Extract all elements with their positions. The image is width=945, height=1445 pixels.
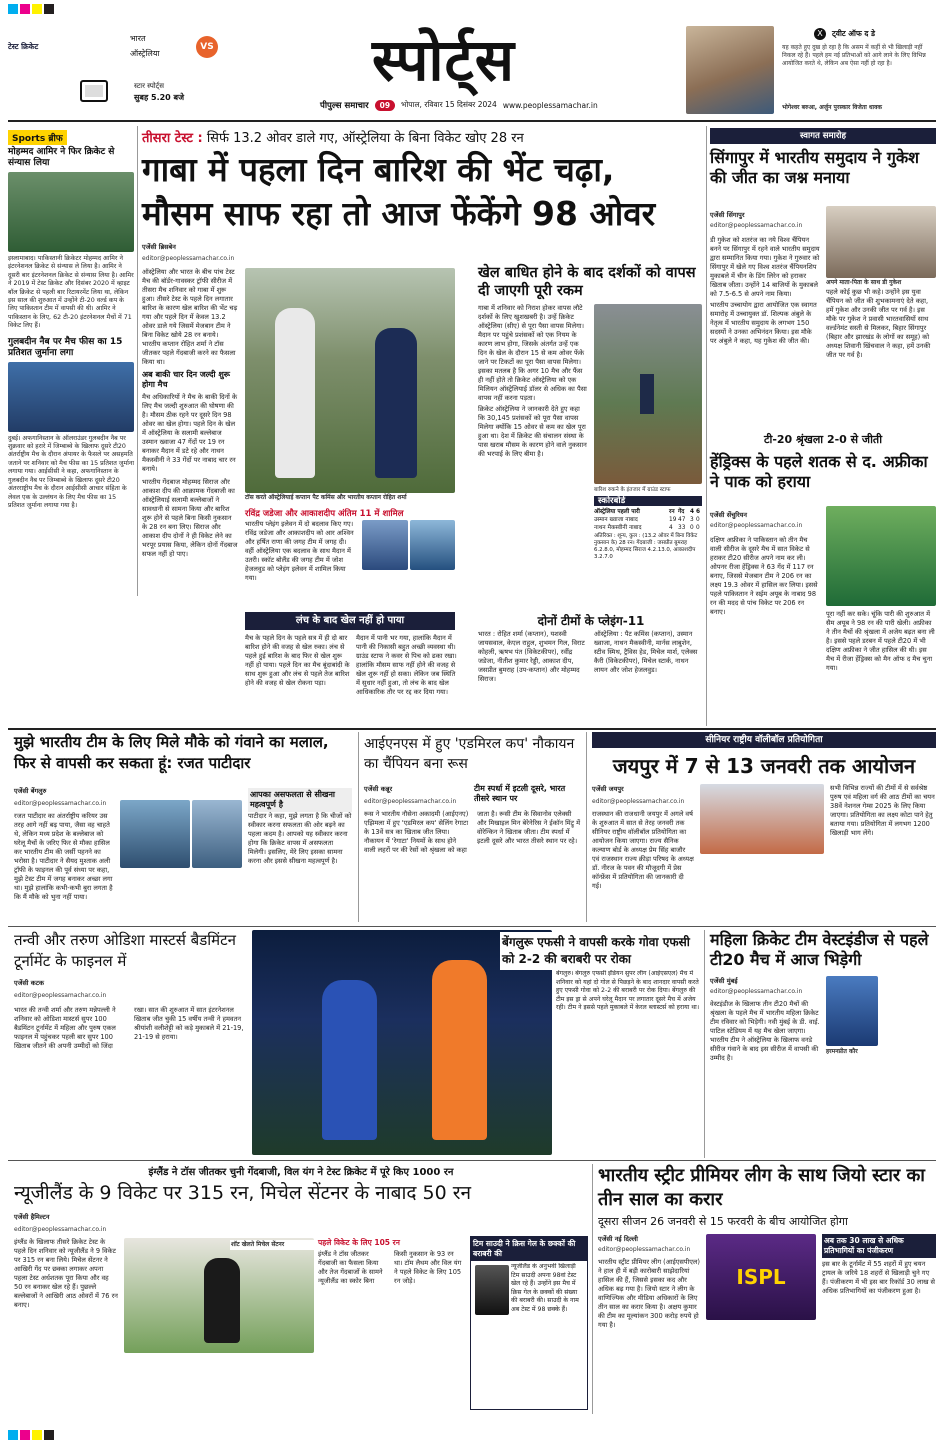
brief-label: Sports ब्रीफ — [8, 130, 67, 145]
toss-photo — [245, 268, 455, 493]
amir-photo — [8, 172, 134, 252]
badminton-email: editor@peoplessamachar.co.in — [14, 992, 107, 999]
test-cricket-label: टेस्ट क्रिकेट — [8, 42, 39, 51]
lead-strap-text: सिर्फ 13.2 ओवर डाले गए, ऑस्ट्रेलिया के बिना विकेट खोए 28 रन — [206, 131, 524, 146]
lead-agency: एजेंसी ब्रिसबेन — [142, 243, 176, 251]
team2: ऑस्ट्रेलिया — [130, 49, 160, 58]
admiral-body: रूस ने भारतीय नौसेना अकादमी (आईएनए) एझिमला में हुए 'एडमिरल कप' सेलिंग रेगाटा के 13वें सत्र का खिताब जीत लिया। नौकायन में 'रेगाटा' नियमों के साथ होने वाली लहरों पर की रेसों को श्रृंखला को कहा जाता है। रूसी टीम के सिवानोव एलेक्सी और मिखाइल मिन बेरेनेरिस ने ईकाॅन मिंट्रू में वोरेन्किन ने खिताब जीता। टीम स्पर्धा में इटली दूसरे और भारत तीसरे स्थान पर रहे। — [364, 810, 581, 854]
row4-divider — [592, 1164, 593, 1414]
southee-box — [470, 1236, 588, 1410]
patidar-body-2: पाटीदार ने कहा, मुझे लगता है कि चीजों को स्वीकार करना सफलता की ओर बढ़ने का पहला कदम है। आपको यह स्वीकार करना होगा कि क्रिकेट वापस में असफलता मिलेगी। इसलिए, मेरे लिए इसका सामना करना और इससे सीखना महत्वपूर्ण है। — [248, 812, 352, 865]
gukesh-caption: अपने माता-पिता के साथ डी गुकेश — [826, 279, 902, 286]
batter-name: नाथन मैकस्वीनी नाबाद — [594, 525, 642, 531]
patidar-photo — [120, 800, 190, 868]
rain-photo — [594, 304, 702, 484]
isl-headline: बेंगलुरू एफसी ने वापसी करके गोवा एफसी को 2-2 की बराबरी पर रोका — [500, 932, 700, 970]
t20-body-2: पूरा नहीं कर सके। चूंकि पारी की शुरुआत में सैम अयूब ने 98 रन की पारी खेली। अफ्रीका ने तीन मैचों की श्रृंखला में अजेय बढ़त बना ली है। इससे पहले डरबन में पहले टी20 में भी दक्षिण अफ्रीका ने जीत हासिल की थी। इस मैच में रीजा हेंड्रिक्स को मैन ऑफ द मैच चुना गया। — [826, 610, 935, 672]
tweet-text: यह कहते हुए दुख हो रहा है कि असम में कहीं से भी खिलाड़ी नहीं निकल रहे हैं। पहले हम नई प्रतिभाओं को आगे लाने के लिए विभिन्न आयोजित करते थे, लेकिन अब ऐसा नहीं हो रहा है। — [782, 44, 926, 67]
women-caption: हरमनप्रीत कौर — [826, 1048, 858, 1055]
gukesh-body — [710, 236, 820, 426]
xi-title: दोनों टीमों के प्लेइंग-11 — [537, 614, 645, 628]
lead-body-4: भारतीय प्लेइंग इलेवन में दो बदलाव किए गए। रविंद्र जडेजा और आकाशदीप को आर अश्विन और हर्षित राणा की जगह टीम में जगह दी। वहीं ऑस्ट्रेलिया एक बदलाव के साथ मैदान में उतरी। स्कॉट बोलैंड की जगह टीम में जोश हेजलवुड को प्लेइंग इलेवन में शामिल किया गया। — [245, 520, 354, 582]
sixes: 0 — [696, 517, 700, 523]
admiral-agency: एजेंसी कन्नूर — [364, 785, 393, 793]
ispl-body-2 — [706, 1324, 816, 1412]
scoreboard-extras: अतिरिक्त : शून्य, कुल : (13.2 ओवर में बिना विकेट नुकसान के) 28 रन। गेंदबाजी : जसप्रीत बुमराह 6.2.8.0, मोहम्मद सिराज 4.2.13.0, आकाशदीप 3.2.7.0 — [594, 533, 698, 560]
gukesh-kicker-text: स्वागत समारोह — [799, 131, 847, 141]
lead-kicker: तीसरा टेस्ट : — [142, 131, 203, 146]
ispl-logo-text: ISPL — [736, 1265, 786, 1289]
runs: 19 — [669, 517, 677, 523]
row3-divider — [704, 930, 705, 1158]
gukesh-kicker — [710, 128, 936, 144]
volleyball-email: editor@peoplessamachar.co.in — [592, 798, 685, 805]
xi-india: भारत : रोहित शर्मा (कप्तान), यशस्वी जायसवाल, केएल राहुल, शुभमन गिल, विराट कोहली, ऋषभ पंत (विकेटकीपर), रवींद्र जडेजा, नीतीश कुमार रेड्डी, आकाश दीप, जसप्रीत बुमराह (उप-कप्तान) और मोहम्मद सिराज। — [478, 630, 585, 683]
gukesh-email: editor@peoplessamachar.co.in — [710, 222, 803, 229]
volleyball-headline: जयपुर में 7 से 13 जनवरी तक आयोजन — [612, 754, 916, 778]
nz-headline: न्यूजीलैंड के 9 विकेट पर 315 रन, मिचेल सेंटनर के नाबाद 50 रन — [14, 1182, 472, 1204]
table-row — [594, 524, 702, 532]
x-icon: X — [814, 28, 826, 40]
balls: 47 — [678, 517, 686, 523]
refund-body-2: क्रिकेट ऑस्ट्रेलिया ने जानकारी देते हुए कहा कि 30,145 प्रशंसकों को पूरा पैसा वापस मिलेगा क्योंकि 15 ओवर से कम का खेल पूरा हुआ था। देश में क्रिकेट की संचालन संस्था के पास खराब मौसम के कारण होने वाले नुकसान की भरपाई के लिए बीमा है। — [478, 405, 587, 458]
hendricks-photo — [826, 506, 936, 606]
color-registration-top — [8, 4, 54, 14]
santner-photo — [124, 1238, 314, 1353]
harmanpreet-photo — [826, 976, 878, 1046]
masthead-title: स्पोर्ट्स — [372, 26, 515, 94]
col-fours: 4 — [690, 509, 695, 515]
volleyball-photo — [700, 784, 824, 854]
row2-divider-2 — [586, 732, 587, 922]
refund-body — [478, 304, 588, 574]
match-time: सुबह 5.20 बजे — [134, 93, 185, 102]
col-balls: गेंद — [678, 509, 685, 515]
gukesh-body-3: पहले कोई कुछ भी कहे। उन्होंने इस युवा चैंपियन को जीत की शुभकामनाएं देते कहा, हमें गुकेश और उनकी जीत पर गर्व है। इस मौके पर गुकेश ने प्रवासी भारतवासियों साथ वर्ल्डनेमंट सस्ती से मिलकर, बिहार सिंगापुर (बिहार और झारखंड के लोगों का समूह) को अध्यक्ष शिवानी खिंचवाल ने कहा, हमें उनकी जीत पर गर्व है। — [826, 288, 931, 359]
masthead-line — [320, 96, 665, 114]
gukesh-photo — [826, 206, 936, 278]
sixes: 0 — [696, 525, 700, 531]
col-runs: रन — [669, 509, 675, 515]
volleyball-body: राजस्थान की राजधानी जयपुर में अगले वर्ष के शुरुआत में सात से तेरह जनवरी तक सीनियर राष्ट्रीय वॉलीबॉल प्रतियोगिता का आयोजन किया जाएगा। राज्य सैनिक कल्याण बोर्ड के अध्यक्ष प्रेम सिंह बाजौर एवं राजस्थान राज्य क्रीड़ा परिषद के अध्यक्ष डॉ. नीरज के पवन की मौजूदगी में प्रेस कॉन्फ्रेंस में प्रतियोगिता की जानकारी दी गई। — [592, 810, 694, 890]
lead-body-6: मैदान में पानी भर गया, हालांकि मैदान में पानी की निकासी बहुत अच्छी व्यवस्था थी। ग्राउंड स्टाफ ने कवर से पिच को ढका रखा। हालांकि मौसम साफ नहीं होने की वजह से खेल शुरू नहीं हो सका। लेकिन जब स्थिति में सुधार नहीं हुआ, तो लंच के बाद खेल आधिकारिक तौर पर रद्द कर दिया गया। — [356, 634, 457, 696]
t20-body: दक्षिण अफ्रीका ने पाकिस्तान को तीन मैच वाली सीरीज के दूसरे मैच में सात विकेट से हराकर टी20 सीरीज अपने नाम कर ली। ओपनर रीजा हेंड्रिक्स ने 63 गेंद में 117 रन बनाए, जिससे मेजबान टीम ने 206 रन का लक्ष्य 19.3 ओवर में हासिल कर लिया। इससे पहले पाकिस्तान ने सईम अयूब के नाबाद 98 रन की मदद से पांच विकेट पर 206 रन बनाए। — [710, 536, 818, 616]
patidar-body: रजत पाटीदार का अंतर्राष्ट्रीय करियर उस तरह आगे नहीं बढ़ पाया, जैसा वह चाहते थे, लेकिन मध्य प्रदेश के बल्लेबाज को घरेलू मैचों के जरिए फिर से मौका हासिल कर भारतीय टीम की जर्सी पहनने का भरोसा है। पाटीदार ने सैयद मुश्ताक अली ट्रॉफी के फाइनल की पूर्व संध्या पर कहा, मुझे टेस्ट टीम में जगह बनाकर अच्छा लगा था। मुझे हालांकि कभी-कभी बुरा लगता है कि मैं मौके को भुना नहीं पाया। — [14, 812, 113, 901]
patidar-headline: मुझे भारतीय टीम के लिए मिले मौके को गंवाने का मलाल, फिर से वापसी कर सकता हूं: रजत पाटीदार — [14, 733, 329, 772]
gukesh-body-2: भारतीय उच्चायोग द्वारा आयोजित एक स्वागत समारोह में उच्चायुक्त डॉ. शिल्पक अंबुले के नेतृत्व में भारतीय समुदाय के लगभग 150 सदस्यों ने उनका अभिनंदन किया। इस मौके पर अंबुले ने कहा, यह गुकेश की जीत की। — [710, 301, 817, 345]
jadeja-photo — [362, 520, 408, 570]
badminton-agency: एजेंसी कटक — [14, 979, 45, 987]
table-row — [594, 516, 702, 524]
row2-divider-1 — [358, 732, 359, 922]
xi-australia: ऑस्ट्रेलिया : पैट कमिंस (कप्तान), उस्मान ख्वाजा, नाथन मैकस्वीनी, मार्नस लाबुशेन, स्टीव स्मिथ, ट्रैविस हेड, मिचेल मार्श, एलेक्स कैरी (विकेटकीपर), मिचेल स्टार्क, नाथन लायन और जोश हेजलवुड। — [594, 630, 698, 674]
patidar-photo-2 — [192, 800, 242, 868]
brief-headline-2: गुलबदीन नैब पर मैच फीस का 15 प्रतिशत जुर्माना लगा — [8, 336, 123, 358]
gukesh-agency: एजेंसी सिंगापुर — [710, 211, 745, 219]
ispl-subhead: दूसरा सीजन 26 जनवरी से 15 फरवरी के बीच आयोजित होगा — [598, 1215, 848, 1228]
volleyball-body-2: सभी विभिन्न राज्यों की टीमों में से सर्वश्रेष्ठ पुरुष एवं महिला वर्ग की आठ टीमों का चयन 38वें नेशनल गेम्स 2025 के लिए किया जाएगा। प्रतियोगिता का लक्ष्य कोटा पाने हेतु बताया गया। प्रतियोगिता में लगभग 1200 खिलाड़ी भाग लेंगे। — [830, 784, 935, 837]
lead-headline-2: मौसम साफ रहा तो आज फेंकेंगे 98 ओवर — [142, 194, 656, 233]
dateline: भोपाल, रविवार 15 दिसंबर 2024 — [401, 100, 497, 109]
brief-headline-1: मोहम्मद आमिर ने फिर क्रिकेट से संन्यास लिया — [8, 147, 115, 168]
tweet-box — [686, 26, 936, 116]
color-registration-bottom — [8, 1430, 54, 1440]
t20-email: editor@peoplessamachar.co.in — [710, 522, 803, 529]
ispl-email: editor@peoplessamachar.co.in — [598, 1246, 691, 1253]
masthead-rule — [8, 120, 936, 122]
nz-body-2: इंग्लैंड ने टॉस जीतकर गेंदबाजी का फैसला किया और तेज गेंदबाजों के सामने न्यूजीलैंड का स्कोर बिना किसी नुकसान के 93 रन था। टॉम लैथम और विल यंग ने पहले विकेट के लिए 105 रन जोड़े। — [318, 1250, 462, 1285]
nz-strap: इंग्लैंड ने टॉस जीतकर चुनी गेंदबाजी, विल यंग ने टेस्ट क्रिकेट में पूरे किए 1000 रन — [148, 1167, 454, 1178]
nz-body-3 — [124, 1356, 314, 1410]
volleyball-agency: एजेंसी जयपुर — [592, 785, 624, 793]
admiral-email: editor@peoplessamachar.co.in — [364, 798, 457, 805]
brief-divider — [137, 126, 138, 596]
t20-headline: हेंड्रिक्स के पहले शतक से द. अफ्रीका ने पाक को हराया — [710, 452, 928, 491]
brief-body-1: इस्लामाबाद। पाकिस्तानी क्रिकेटर मोहम्मद आमिर ने इंटरनेशनल क्रिकेट से संन्यास ले लिया है। आमिर ने दूसरी बार इंटरनेशनल क्रिकेट से संन्यास लिया है। आमिर ने 2019 में टेस्ट क्रिकेट और दिसंबर 2020 में व्हाइट बॉल क्रिकेट से पहली बार रिटायरमेंट लिया था, लेकिन इस साल की शुरुआत में उन्होंने टी-20 वर्ल्ड कप के लिए पाकिस्तान टीम में वापसी की थी। आमिर ने पाकिस्तान के लिए, 62 टी-20 इंटरनेशनल मैचों में 71 विकेट लिए हैं। — [8, 255, 134, 330]
akashdeep-photo — [410, 520, 455, 570]
brief-body-2: दुबई। अफगानिस्तान के ऑलराउंडर गुलबदीन नैब पर शुक्रवार को हरारे में जिम्बाब्वे के खिलाफ दूसरे टी20 अंतर्राष्ट्रीय मैच के दौरान अंपायर के फैसले पर असहमति जताने पर शनिवार को मैच फीस का 15 प्रतिशत जुर्माना लगाया गया। आईसीसी ने कहा, अफगानिस्तान के गुलबदीन नैब पर जिम्बाब्वे के खिलाफ दूसरे टी20 अंतरराष्ट्रीय मैच के दौरान आईसीसी आचार संहिता के लेवल एक के उल्लंघन के लिए मैच फीस का 15 प्रतिशत जुर्माना लगाया गया है। — [8, 434, 134, 509]
scoreboard-team: ऑस्ट्रेलिया पहली पारी — [594, 509, 640, 515]
col-sixes: 6 — [696, 509, 701, 515]
women-headline: महिला क्रिकेट टीम वेस्टइंडीज से पहले टी20 मैच में आज भिड़ेगी — [710, 930, 929, 969]
lead-email: editor@peoplessamachar.co.in — [142, 255, 235, 262]
patidar-agency: एजेंसी बेंगलुरु — [14, 787, 47, 795]
gukesh-headline: सिंगापुर में भारतीय समुदाय ने गुकेश की जीत का जश्न मनाया — [710, 148, 920, 187]
vs-badge: VS — [196, 36, 218, 58]
page-number: 09 — [375, 100, 395, 111]
women-email: editor@peoplessamachar.co.in — [710, 988, 803, 995]
nz-agency: एजेंसी हैमिल्टन — [14, 1213, 50, 1221]
gukesh-body-1: डी गुकेश को शतरंज का नये विश्व चैंपियन बनने पर सिंगापुर में रहने वाले भारतीय समुदाय द्वारा सम्मानित किया गया। गुकेश ने गुरुवार को सिंगापुर में खेले गए विश्व शतरंज चैंपियनशिप मुकाबले में चीन के डिंग लिरेन को हराकर खिताब जीता। उन्होंने 14 बाजियों के मुकाबले को 7.5-6.5 से अपने नाम किया। — [710, 236, 820, 298]
lead-body-2: मैच अधिकारियों ने मैच के बाकी दिनों के लिए मैच जल्दी शुरुआत की घोषणा की है। मौसम ठीक रहने पर दूसरे दिन 98 ओवर का खेल होगा। पहले दिन के खेल में ऑस्ट्रेलिया के सलामी बल्लेबाज उस्मान ख्वाजा 47 गेंदों पर 19 रन बनाकर मैदान में डटे रहे और नाथन मैकस्वीनी ने 33 गेंदों पर नाबाद चार रन बनाये। — [142, 393, 238, 473]
row3-rule — [8, 926, 936, 927]
website: www.peoplessamachar.in — [502, 100, 598, 110]
badminton-body: भारत की तन्वी शर्मा और तरुण मन्नेपल्ली ने शनिवार को ओडिशा मास्टर्स सुपर 100 बैडमिंटन टूर्नामेंट में महिला और पुरुष एकल फाइनल में पहुंचकर पहली बार सुपर 100 खिताब जीतने की अपनी उम्मीदों को जिंदा रखा। सात की शुरुआत में सात इंटरनेशनल खिताब जीत चुकी 15 वर्षीय तन्वी ने हमवतन श्रीयांशी वलीशेट्टी को कड़े मुकाबले में 21-19, 21-19 से हराया। — [14, 1006, 244, 1050]
admiral-headline: आईएनएस में हुए 'एडमिरल कप' नौकायन का चैंपियन बना रूस — [364, 736, 575, 772]
lead-headline-1: गाबा में पहला दिन बारिश की भेंट चढ़ा, — [142, 150, 615, 189]
volleyball-kicker — [592, 732, 936, 748]
channel: स्टार स्पोर्ट्स — [134, 82, 164, 90]
tweet-author-photo — [686, 26, 774, 114]
team1: भारत — [130, 34, 146, 43]
santner-caption: शॉट खेलते मिचेल सेंटनर — [230, 1240, 314, 1250]
admiral-subhead: टीम स्पर्धा में इटली दूसरे, भारत तीसरे स्थान पर — [474, 784, 566, 803]
paper-name: पीपुल्स समाचार — [320, 100, 369, 111]
women-agency: एजेंसी मुंबई — [710, 977, 738, 985]
ispl-headline: भारतीय स्ट्रीट प्रीमियर लीग के साथ जियो स्टार का तीन साल का करार — [598, 1165, 925, 1210]
southee-body: न्यूजीलैंड के अनुभवी खिलाड़ी टिम साउदी अपना 98वां टेस्ट खेल रहे हैं। उन्होंने इस मैच में क्रिस गेल के छक्कों की संख्या की बराबरी की। साउदी के नाम अब टेस्ट में 98 छक्के हैं। — [511, 1263, 579, 1313]
ispl-box — [822, 1234, 936, 1412]
rain-photo-caption: बारिश रुकने के इंतजार में ग्राउंड स्टाफ — [594, 487, 671, 493]
toss-photo-caption: टॉस करते ऑस्ट्रेलियाई कप्तान पैट कमिंस और भारतीय कप्तान रोहित शर्मा — [245, 494, 407, 501]
sports-brief — [8, 126, 134, 596]
fours: 0 — [690, 525, 694, 531]
lead-body: ऑस्ट्रेलिया और भारत के बीच पांच टेस्ट मैच की बॉर्डर-गावस्कर ट्रॉफी सीरीज में तीसरा मैच शनिवार को गाबा में शुरू हुआ। तीसरे टेस्ट के पहले दिन लगातार बारिश के कारण खेल बारिश की भेंट चढ़ गया और पहले दिन में केवल 13.2 ओवर डाले गये जिसमें मेजबान टीम ने बिना विकेट खोये 28 रन बनाये। भारतीय कप्तान रोहित शर्मा ने टॉस जीतकर पहले गेंदबाजी करने का फैसला किया था। — [142, 268, 238, 366]
fours: 3 — [690, 517, 694, 523]
isl-body: बेंगलुरु। बेंगलुरु एफसी इंडियन सुपर लीग (आईएसएल) मैच में शनिवार को यहां दो गोल से पिछड़ने के बाद शानदार वापसी करते हुए एफसी गोवा को 2-2 की बराबरी पर रोक दिया। बेंगलुरु की टीम इस ड्रा से अपने घरेलू मैदान पर लगातार दूसरे मैच में अजेय रही। टीम ने इससे पहले मुकाबले में केरल ब्लास्टर्स को हराया था। — [556, 970, 700, 1012]
southee-title: टिम साउदी ने क्रिस गेल के छक्कों की बराबरी की — [471, 1237, 587, 1261]
scoreboard — [594, 496, 702, 608]
lunch-bar-text: लंच के बाद खेल नहीं हो पाया — [295, 615, 405, 626]
row2-rule — [8, 728, 936, 730]
women-body: वेस्टइंडीज के खिलाफ तीन टी20 मैचों की श्रृंखला के पहले मैच में भारतीय महिला क्रिकेट टीम रविवार को भिड़ेगी। नवी मुंबई के डी. वाई. पाटिल स्टेडियम में यह मैच खेला जाएगा। भारतीय टीम ने ऑस्ट्रेलिया के खिलाफ वनडे सीरीज गंवाने के बाद इस सीरीज में वापसी की उम्मीद है। — [710, 1000, 820, 1062]
tweet-label: ट्वीट ऑफ द डे — [832, 29, 875, 38]
scoreboard-title: स्कोरबोर्ड — [594, 496, 702, 506]
nz-subhead: पहले विकेट के लिए 105 रन — [318, 1238, 400, 1247]
balls: 33 — [678, 525, 686, 531]
tweet-author: भोगेश्वर बरुआ, अर्जुन पुरस्कार विजेता धावक — [782, 104, 883, 111]
nz-email: editor@peoplessamachar.co.in — [14, 1226, 107, 1233]
right-column-divider — [706, 126, 707, 726]
nz-body: इंग्लैंड के खिलाफ तीसरे क्रिकेट टेस्ट के पहले दिन शनिवार को न्यूजीलैंड ने 9 विकेट पर 315 रन बना लिये। मिचेल सेंटनर ने आखिरी गेंद पर छक्का लगाकर अपना पहला टेस्ट अर्धशतक पूरा किया और वह 50 रन बनाकर खेल रहे हैं। पुछल्ले बल्लेबाजों ने आखिरी आठ ओवरों में 76 रन बनाए। — [14, 1238, 118, 1309]
lunch-bar — [245, 612, 455, 630]
t20-agency: एजेंसी सेंचुरियन — [710, 511, 747, 519]
lead-strap — [142, 128, 698, 146]
patidar-subhead: आपका असफलता से सीखना महत्वपूर्ण है — [248, 788, 352, 812]
lead-subhead-2: रविंद्र जडेजा और आकाशदीप अंतिम 11 में शामिल — [245, 509, 404, 519]
lead-body-3: भारतीय गेंदबाज मोहम्मद सिराज और आकाश दीप की आक्रामक गेंदबाजी का ऑस्ट्रेलियाई सलामी बल्लेबाजों ने सावधानी से सामना किया और बारिश शुरू होने से पहले बिना किसी नुकसान के 28 रन बना लिए। सिराज और आकाश दीप दोनों ने ही विकेट लेने का भरपूर प्रयास किया, लेकिन दोनों गेंदबाज सफल नहीं हो पाए। — [142, 478, 238, 558]
batter-name: उस्मान ख्वाजा नाबाद — [594, 517, 638, 523]
runs: 4 — [669, 525, 673, 531]
volleyball-kicker-text: सीनियर राष्ट्रीय वॉलीबॉल प्रतियोगिता — [705, 735, 823, 745]
patidar-email: editor@peoplessamachar.co.in — [14, 800, 107, 807]
scoreboard-header — [594, 508, 702, 516]
lead-column-2 — [142, 478, 238, 618]
row4-rule — [8, 1160, 936, 1161]
ispl-box-title: अब तक 30 लाख से अधिक प्रतिभागियों का पंजीकरण — [822, 1234, 936, 1258]
ispl-body: भारतीय स्ट्रीट प्रीमियर लीग (आईएसपीएल) ने हाल ही में बड़ी कारोबारी साझेदारियां हासिल की हैं, जिससे इसका कद और अधिक बढ़ गया है। जियो स्टार ने लीग के वाणिज्यिक और मीडिया अधिकारों के लिए तीन साल का करार किया है। अक्षय कुमार की टीम का मूल्यांकन 300 करोड़ रुपये हो गया है। — [598, 1258, 700, 1329]
badminton-headline: तन्वी और तरुण ओडिशा मास्टर्स बैडमिंटन टूर्नामेंट के फाइनल में — [14, 931, 237, 970]
ispl-box-body: इस बार के टूर्नामेंट में 55 शहरों में हुए चयन ट्रायल के जरिये 18 शहरों से खिलाड़ी चुने गए हैं। पंजीकरण में भी इस बार रिकॉर्ड 30 लाख से अधिक प्रतिभागियों का पंजीकरण हुआ है। — [822, 1260, 936, 1295]
ispl-logo — [706, 1234, 816, 1320]
refund-headline: खेल बाधित होने के बाद दर्शकों को वापस दी जाएगी पूरी रकम — [478, 265, 696, 299]
lead-body-5: मैच के पहले दिन के पहले सत्र में ही दो बार बारिश होने की वजह से खेल रुका। लंच से पहले हुई बारिश के बाद फिर से खेल शुरू नहीं हो पाया। पहले दिन का मैच बूंदाबांदी के साथ शुरू हुआ और लंच से पहले तेज बारिश होने की वजह से खेल रोकना पड़ा। — [245, 634, 350, 687]
match-box — [8, 30, 246, 112]
refund-body-1: गाबा में शनिवार को निराश होकर वापस लौटे दर्शकों के लिए खुशखबरी है। उन्हें क्रिकेट ऑस्ट्रेलिया (सीए) से पूरा पैसा वापस मिलेगा। मैदान पर पहुंचे प्रशंसकों को एक नियम के कारण लाभ होगा, जिसके अंतर्गत उन्हें एक दिन के खेल के दौरान 15 से कम ओवर फेंके जाने पर टिकटों का पूरा पैसा वापस मिलेगा। इसका मतलब है कि अगर 10 मैच और फैंस ही नहीं होते तो क्रिकेट ऑस्ट्रेलिया को एक मिलियन ऑस्ट्रेलियाई डॉलर से अधिक का पैसा वापस नहीं करना पड़ता। — [478, 304, 587, 402]
southee-photo — [475, 1265, 509, 1315]
naib-photo — [8, 362, 134, 432]
ispl-agency: एजेंसी नई दिल्ली — [598, 1235, 638, 1243]
lead-subhead-1: अब बाकी चार दिन जल्दी शुरू होगा मैच — [142, 370, 231, 389]
t20-kicker: टी-20 श्रृंखला 2-0 से जीती — [763, 433, 883, 446]
tv-icon — [80, 80, 108, 102]
